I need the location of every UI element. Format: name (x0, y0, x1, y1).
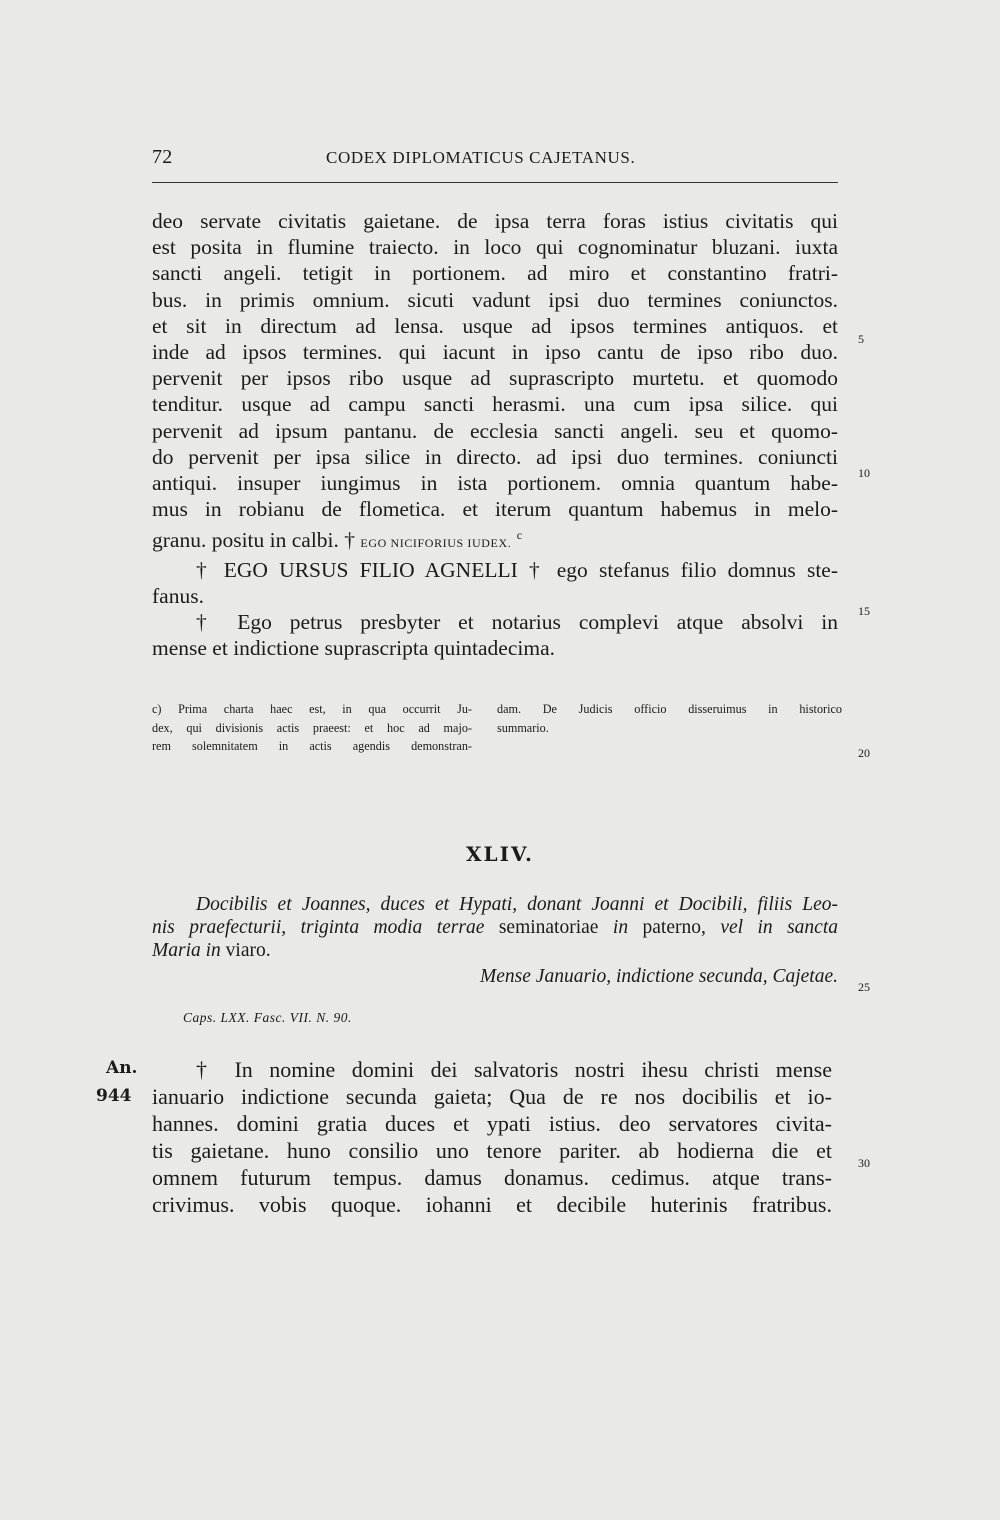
summary-line (152, 916, 838, 939)
summary-fragment: vel in sancta (705, 917, 839, 938)
signature-line-judge (152, 522, 838, 556)
text-line: ianuario indictione secunda gaieta; Qua de re nos docibilis et io- (152, 1084, 832, 1109)
text-line: pervenit per ipsos ribo usque ad suprascripto murtetu. et quomodo (152, 366, 838, 391)
text-line: omnem futurum tempus. damus donamus. cedimus. atque trans- (152, 1165, 832, 1190)
summary-fragment: in (598, 917, 643, 938)
year-label: An. (106, 1058, 138, 1078)
signature-line-witnesses: † EGO URSUS FILIO AGNELLI † ego stefanus filio domnus ste- (196, 557, 838, 582)
document-summary (152, 893, 838, 962)
footnote-line: dex, qui divisionis actis praeest: et hoc ad majo- (152, 720, 472, 735)
text-line: sancti angeli. tetigit in portionem. ad miro et constantino fratri- (152, 261, 838, 286)
line-number: 25 (858, 980, 870, 994)
text-line: † In nomine domini dei salvatoris nostri ihesu christi mense (196, 1057, 832, 1082)
text-line: antiqui. insuper iungimus in ista portionem. omnia quantum habe- (152, 471, 838, 496)
charter-text (152, 1056, 832, 1218)
summary-fragment: seminatoriae (498, 917, 599, 938)
footnote-column-left (152, 700, 472, 756)
line-number: 20 (858, 746, 870, 760)
footnote-marker: c (516, 528, 523, 543)
text-line: et sit in directum ad lensa. usque ad ipsos termines antiquos. et (152, 313, 838, 338)
footnote-line: dam. De Judicis officio disseruimus in historico (497, 702, 842, 716)
footnote-line: summario. (497, 720, 549, 735)
summary-fragment: Maria in (152, 940, 226, 961)
dateline: Mense Januario, indictione secunda, Cajetae. (480, 966, 838, 987)
year-value: 944 (96, 1086, 132, 1106)
summary-line (152, 939, 838, 962)
cross-mark: † (344, 528, 356, 553)
text-line: mense et indictione suprascripta quintadecima. (152, 636, 555, 661)
text-line: crivimus. vobis quoque. iohanni et decibile huterinis fratribus. (152, 1192, 832, 1217)
footnote-line: c) Prima charta haec est, in qua occurrit Ju- (152, 702, 472, 716)
notary-line: † Ego petrus presbyter et notarius complevi atque absolvi in (196, 610, 838, 635)
line-number: 10 (858, 466, 870, 480)
summary-fragment: paterno, (642, 917, 706, 938)
document-number: XLIV. (466, 842, 534, 866)
judge-signature: EGO NICIFORIUS IUDEX. (360, 536, 512, 551)
footnote-column-right (497, 700, 842, 737)
text-line: inde ad ipsos termines. qui iacunt in ipso cantu de ipso ribo duo. (152, 340, 838, 365)
line-number: 30 (858, 1156, 870, 1170)
page-number: 72 (152, 146, 173, 168)
header-rule (152, 182, 838, 183)
footnote-line: rem solemnitatem in actis agendis demonstran- (152, 739, 472, 753)
line-number: 5 (858, 332, 864, 346)
running-title: CODEX DIPLOMATICUS CAJETANUS. (326, 148, 636, 167)
text-line: do pervenit per ipsa silice in directo. ad ipsi duo termines. coniuncti (152, 444, 838, 469)
continued-charter-text (152, 208, 838, 662)
text-line: deo servate civitatis gaietane. de ipsa terra foras istius civitatis qui (152, 209, 838, 233)
archive-source: Caps. LXX. Fasc. VII. N. 90. (183, 1010, 352, 1025)
text-fragment: granu. positu in calbi. (152, 528, 345, 553)
year-margin-note (96, 1054, 138, 1110)
text-line: pervenit ad ipsum pantanu. de ecclesia sancti angeli. seu et quomo- (152, 418, 838, 443)
summary-fragment: viaro. (225, 940, 271, 961)
text-line: mus in robianu de flometica. et iterum quantum habemus in melo- (152, 497, 838, 522)
text-line: bus. in primis omnium. sicuti vadunt ipsi duo termines coniunctos. (152, 287, 838, 312)
text-line: hannes. domini gratia duces et ypati istius. deo servatores civita- (152, 1111, 832, 1136)
summary-fragment: nis praefecturii, triginta modia terrae (152, 917, 499, 938)
text-line: est posita in flumine traiecto. in loco qui cognominatur bluzani. iuxta (152, 235, 838, 260)
text-line: tis gaietane. huno consilio uno tenore pariter. ab hodierna die et (152, 1138, 832, 1163)
text-line: tenditur. usque ad campu sancti herasmi. una cum ipsa silice. qui (152, 392, 838, 417)
line-number: 15 (858, 604, 870, 618)
text-line: fanus. (152, 584, 204, 608)
summary-line: Docibilis et Joannes, duces et Hypati, donant Joanni et Docibili, filiis Leo- (196, 894, 838, 915)
